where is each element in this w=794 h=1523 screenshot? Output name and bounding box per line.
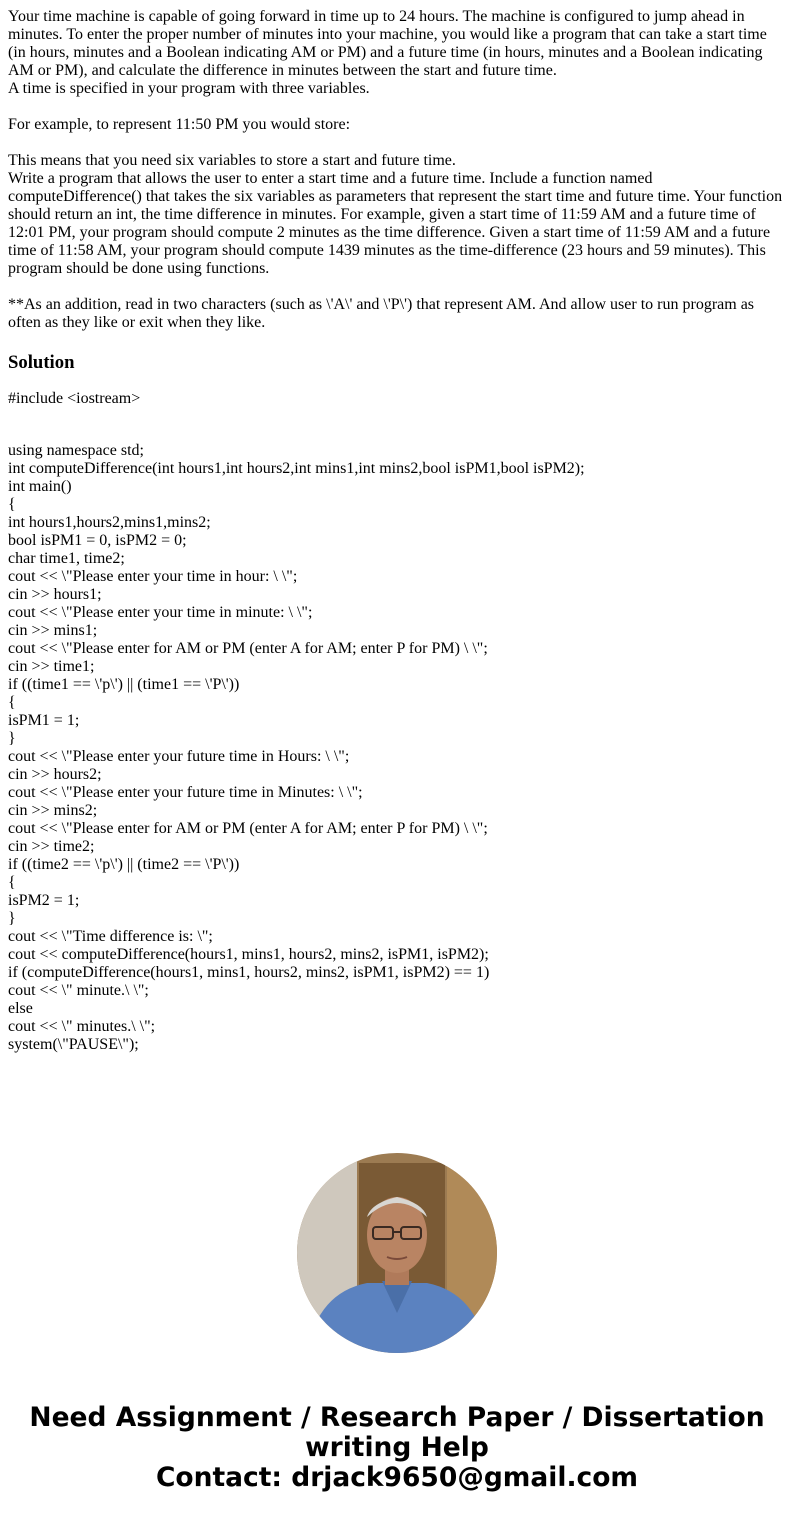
code-line: cin >> time1; [8, 658, 95, 675]
code-tail [8, 1018, 786, 1054]
code-line: cin >> mins2; [8, 802, 98, 819]
code-line: cout << \" minute.\ \"; [8, 982, 149, 999]
solution-heading: Solution [8, 352, 75, 373]
avatar-photo-illustration [297, 1153, 497, 1353]
code-line: cout << \"Please enter for AM or PM (enter A for AM; enter P for PM) \ \"; [8, 640, 488, 657]
question-variables-text: A time is specified in your program with three variables. [8, 80, 370, 97]
code-main-line: int main() [8, 478, 72, 495]
footer-line-1: Need Assignment / Research Paper / Dissertation [29, 1402, 765, 1433]
code-line: cout << \"Time difference is: \"; [8, 928, 213, 945]
code-line: isPM1 = 1; [8, 712, 80, 729]
code-line: if ((time2 == \'p\') || (time2 == \'P\')) [8, 856, 240, 873]
code-else-line: else [8, 1000, 33, 1017]
code-line: if (computeDifference(hours1, mins1, hours2, mins2, isPM1, isPM2) == 1) [8, 964, 490, 981]
code-line: int hours1,hours2,mins1,mins2; [8, 514, 211, 531]
code-prototype-line: int computeDifference(int hours1,int hours2,int mins1,int mins2,bool isPM1,bool isPM2); [8, 460, 585, 477]
code-include-line: #include <iostream> [8, 390, 141, 407]
code-line: isPM2 = 1; [8, 892, 80, 909]
code-line: { [8, 694, 16, 711]
code-line: cin >> hours1; [8, 586, 102, 603]
code-line: cout << \"Please enter your future time in Hours: \ \"; [8, 748, 350, 765]
code-line: cin >> hours2; [8, 766, 102, 783]
question-paragraph-1 [8, 8, 786, 98]
question-paragraph-3 [8, 152, 786, 278]
footer-contact-line: Contact: drjack9650@gmail.com [155, 1462, 639, 1493]
code-line: cout << \"Please enter your time in minute: \ \"; [8, 604, 313, 621]
question-six-variables-text: This means that you need six variables to store a start and future time. [8, 152, 456, 169]
code-line: system(\"PAUSE\"); [8, 1036, 139, 1053]
document-content [8, 8, 786, 1121]
code-using-line: using namespace std; [8, 442, 144, 459]
code-line: cout << computeDifference(hours1, mins1, hours2, mins2, isPM1, isPM2); [8, 946, 489, 963]
code-line: if ((time1 == \'p\') || (time1 == \'P\')) [8, 676, 240, 693]
code-line: cin >> time2; [8, 838, 95, 855]
code-body [8, 496, 786, 1000]
code-line: { [8, 496, 16, 513]
code-line: cout << \"Please enter for AM or PM (enter A for AM; enter P for PM) \ \"; [8, 820, 488, 837]
question-addition-text: **As an addition, read in two characters (such as \'A\' and \'P\') that represent AM. And allow user to run program as often as they like or exit when they like. [8, 296, 755, 331]
footer-line-2: writing Help [305, 1432, 489, 1463]
code-line: cout << \"Please enter your future time in Minutes: \ \"; [8, 784, 363, 801]
code-line: cout << \" minutes.\ \"; [8, 1018, 156, 1035]
code-line: } [8, 910, 16, 927]
code-line: } [8, 730, 16, 747]
code-line: { [8, 874, 16, 891]
question-example-text: For example, to represent 11:50 PM you would store: [8, 116, 351, 133]
question-intro-text: Your time machine is capable of going forward in time up to 24 hours. The machine is configured to jump ahead in minutes. To enter the proper number of minutes into your machine, you would like a program that can take a start time (in hours, minutes and a Boolean indicating AM or PM) and a future time (in hours, minutes and a Boolean indicating AM or PM), and calculate the difference in minutes between the start and future time. [8, 8, 767, 79]
question-task-text: Write a program that allows the user to enter a start time and a future time. Include a function named computeDifference() that takes the six variables as parameters that represent the start time and future time. Your function should return an int, the time difference in minutes. For example, given a start time of 11:59 AM and a future time of 12:01 PM, your program should compute 2 minutes as the time difference. Given a start time of 11:59 AM and a future time of 11:58 AM, your program should compute 1439 minutes as the time-difference (23 hours and 59 minutes). This program should be done using functions. [8, 170, 783, 277]
code-line: cout << \"Please enter your time in hour: \ \"; [8, 568, 298, 585]
footer-banner [0, 1403, 794, 1493]
author-avatar [297, 1153, 497, 1353]
code-line: char time1, time2; [8, 550, 125, 567]
code-line: cin >> mins1; [8, 622, 98, 639]
code-line: bool isPM1 = 0, isPM2 = 0; [8, 532, 187, 549]
